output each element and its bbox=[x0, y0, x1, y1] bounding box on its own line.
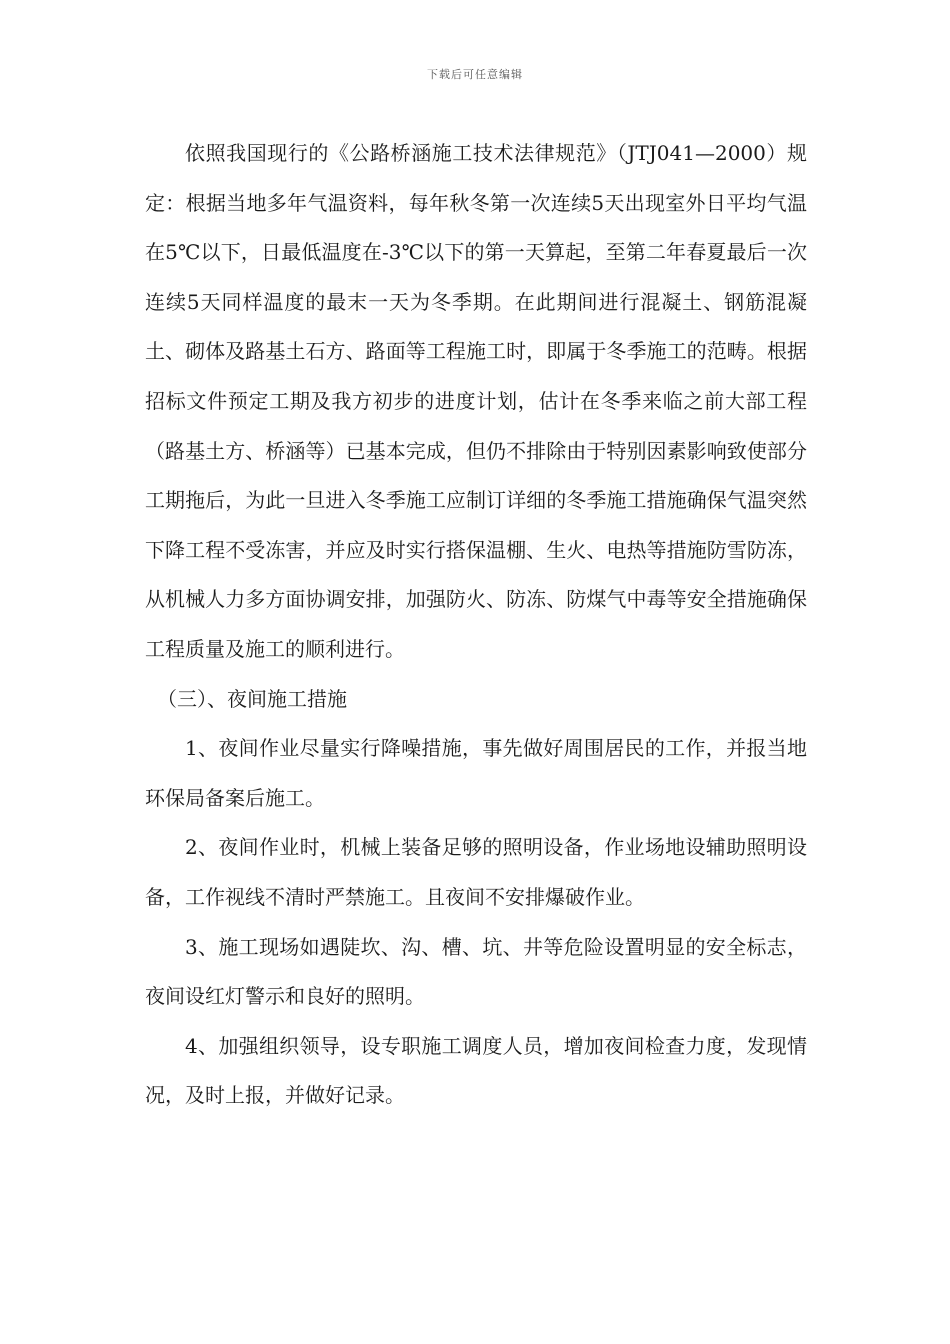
section-heading-night-construction: （三）、夜间施工措施 bbox=[157, 686, 347, 711]
list-item-1: 1、夜间作业尽量实行降噪措施，事先做好周围居民的工作，并报当地环保局备案后施工。 bbox=[145, 736, 807, 810]
paragraph-winter-construction: 依照我国现行的《公路桥涵施工技术法律规范》（JTJ041—2000）规定：根据当地多年气温资料，每年秋冬第一次连续5天出现室外日平均气温在5℃以下，日最低温度在-3℃以下的第一天算起，至第二年春夏最后一次连续5天同样温度的最末一天为冬季期。在此期间进行混凝土、钢筋混凝土、砌体及路基土石方、路面等工程施工时，即属于冬季施工的范畴。根据招标文件预定工期及我方初步的进度计划，估计在冬季来临之前大部工程（路基土方、桥涵等）已基本完成，但仍不排除由于特别因素影响致使部分工期拖后，为此一旦进入冬季施工应制订详细的冬季施工措施确保气温突然下降工程不受冻害，并应及时实行搭保温棚、生火、电热等措施防雪防冻，从机械人力多方面协调安排，加强防火、防冻、防煤气中毒等安全措施确保工程质量及施工的顺利进行。 bbox=[145, 141, 807, 661]
list-item-2: 2、夜间作业时，机械上装备足够的照明设备，作业场地设辅助照明设备，工作视线不清时严禁施工。且夜间不安排爆破作业。 bbox=[145, 835, 807, 909]
document-body bbox=[145, 129, 807, 1121]
list-item-4: 4、加强组织领导，设专职施工调度人员，增加夜间检查力度，发现情况，及时上报，并做好记录。 bbox=[145, 1033, 807, 1108]
list-item-3: 3、施工现场如遇陡坎、沟、槽、坑、井等危险设置明显的安全标志，夜间设红灯警示和良好的照明。 bbox=[145, 934, 807, 1009]
page-header-note: 下载后可任意编辑 bbox=[427, 68, 523, 81]
